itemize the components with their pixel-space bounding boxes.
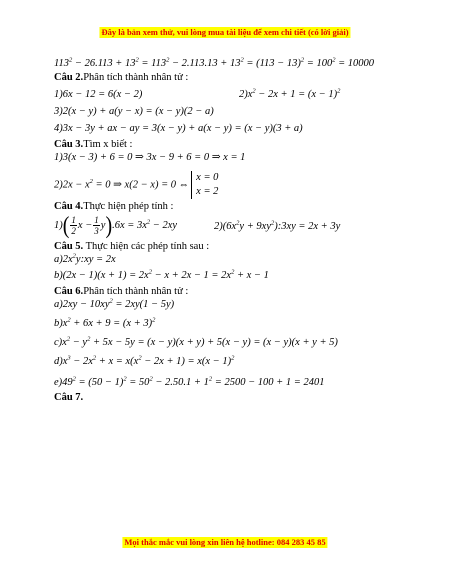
question-6-heading: Câu 6.Phân tích thành nhân tử : xyxy=(54,286,189,297)
equation-line: 1)6x − 12 = 6(x − 2) xyxy=(54,89,143,100)
question-7-heading: Câu 7. xyxy=(54,392,84,403)
equation-line: 3)2(x − y) + a(y − x) = (x − y)(2 − a) xyxy=(54,106,214,117)
equation-line: 4)3x − 3y + ax − ay = 3(x − y) + a(x − y) = (x − y)(3 + a) xyxy=(54,123,303,134)
question-3-heading: Câu 3.Tìm x biết : xyxy=(54,139,133,150)
question-5-heading: Câu 5. Thực hiện các phép tính sau : xyxy=(54,241,210,252)
equation-line: $e)49^2 = (50 - 1)^2 = 50^2 - 2.50.1 + 1^2 = 2500 - 100 + 1 = 2401$ xyxy=(54,375,325,388)
equation-line: $b)(2x - 1)(x + 1) = 2x^2 - x + 2x - 1 = 2x^2 + x - 1$ xyxy=(54,268,269,281)
equation-line: $2)2x - x^2 = 0$ ⇒ x(2 − x) = 0 ⇔ x = 0 x = 2 xyxy=(54,172,219,197)
equation-line: $2)(6x^2y$ + $9xy^2):3xy = 2x + 3y$ xyxy=(214,219,341,232)
equation-line: $b)x^2 + 6x + 9 = (x + 3)^2$ xyxy=(54,316,156,329)
equation-line: $2)x^2 - 2x + 1 = (x - 1)^2$ xyxy=(239,87,341,100)
equation-line: $a)2xy - 10xy^2 = 2xy(1 - 5y)$ xyxy=(54,297,175,310)
fraction: $\frac{1}{3}$ xyxy=(94,215,99,237)
fraction: $\frac{1}{2}$ xyxy=(71,215,76,237)
equation-line: $113^2 - 26.113 + 13^2 = 113^2 - 2.113.13 + 13^2 = (113 - 13)^2 = 100^2 = 10000$ xyxy=(54,56,375,69)
equation-line: 1)( $\frac{1}{2}$ x − $\frac{1}{3}$ $y).6x = 3x^2 - 2xy$ xyxy=(54,212,178,239)
hotline-notice-banner: Mọi thắc mắc vui lòng xin liên hệ hotline: 084 283 45 85 xyxy=(124,537,326,547)
equation-line: $a)2x^2y:xy = 2x$ xyxy=(54,252,116,265)
preview-notice-banner: Đây là bản xem thử, vui lòng mua tài liệu để xem chi tiết (có lời giải) xyxy=(101,27,349,37)
solution-set-bracket: x = 0 x = 2 xyxy=(191,171,218,199)
equation-line: 1)3(x − 3) + 6 = 0 ⇒ 3x − 9 + 6 = 0 ⇒ x = 1 xyxy=(54,152,246,163)
question-4-heading: Câu 4.Thực hiện phép tính : xyxy=(54,201,174,212)
equation-line: $d)x^3 - 2x^2 + x = x(x^2 - 2x + 1) = x(x - 1)^2$ xyxy=(54,354,235,367)
equation-line: $c)x^2 - y^2 + 5x - 5y = (x - y)(x + y) + 5(x - y) = (x - y)(x + y + 5)$ xyxy=(54,335,338,348)
question-2-heading: Câu 2.Phân tích thành nhân tử : xyxy=(54,72,189,83)
